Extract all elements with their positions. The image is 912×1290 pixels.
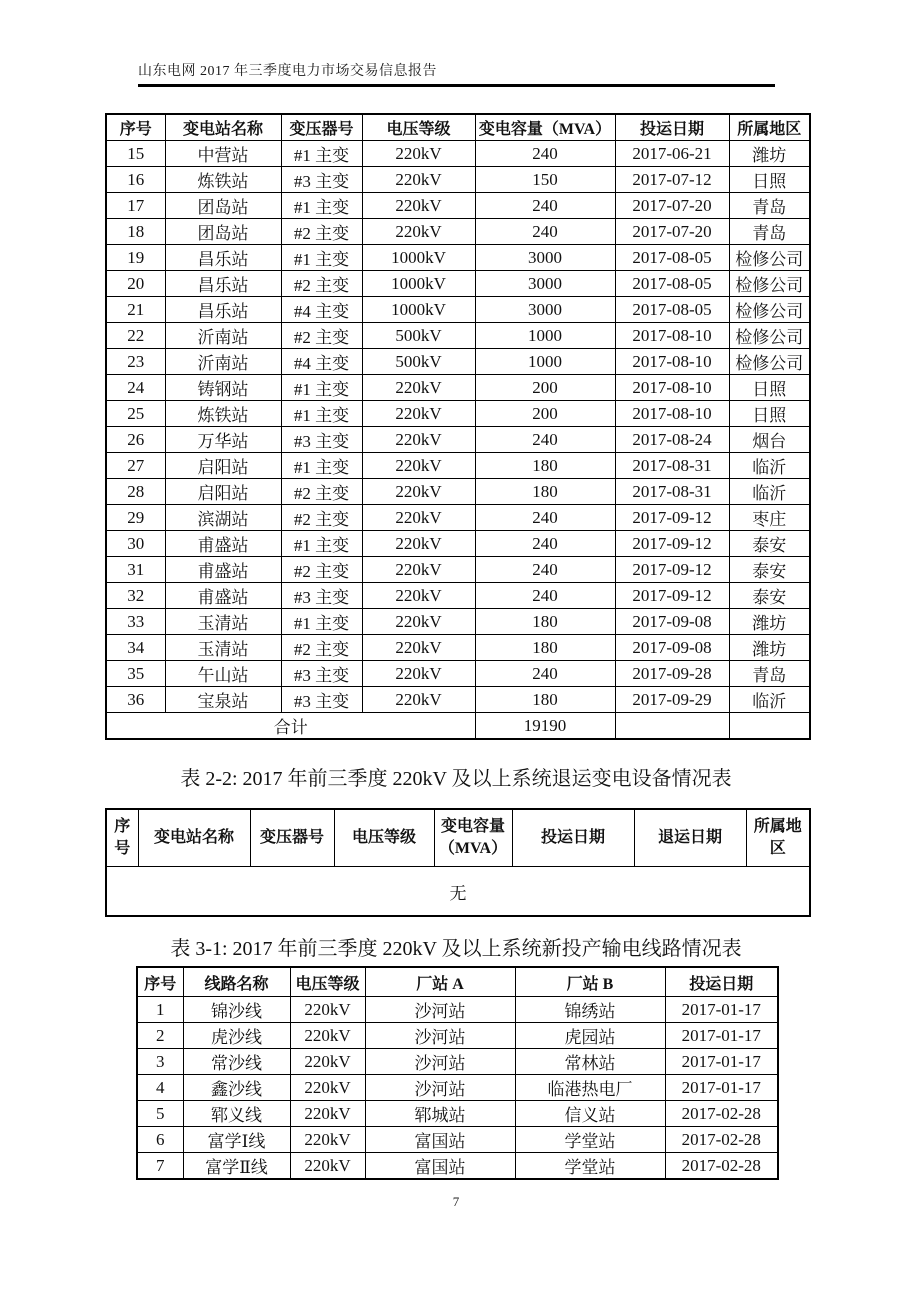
table-row bbox=[106, 219, 810, 245]
table-cell: 检修公司 bbox=[729, 349, 810, 375]
table-cell: 2017-09-29 bbox=[615, 687, 729, 713]
column-header: 厂站 A bbox=[365, 967, 515, 997]
table-cell: 临沂 bbox=[729, 453, 810, 479]
table-cell: 郓义线 bbox=[183, 1101, 290, 1127]
table-cell: 日照 bbox=[729, 401, 810, 427]
table-row bbox=[106, 661, 810, 687]
table-cell: 21 bbox=[106, 297, 165, 323]
table-cell: #3 主变 bbox=[281, 583, 362, 609]
table-cell: 郓城站 bbox=[365, 1101, 515, 1127]
table-cell: #3 主变 bbox=[281, 687, 362, 713]
table-cell: 富学Ⅱ线 bbox=[183, 1153, 290, 1180]
table-cell: 220kV bbox=[362, 505, 475, 531]
table-cell: 炼铁站 bbox=[165, 167, 281, 193]
table-row bbox=[106, 505, 810, 531]
column-header: 所属地区 bbox=[746, 809, 810, 867]
table-cell: 甫盛站 bbox=[165, 583, 281, 609]
table-row bbox=[106, 453, 810, 479]
table-cell: 180 bbox=[475, 453, 615, 479]
table-cell: 220kV bbox=[362, 557, 475, 583]
table-cell: 1 bbox=[137, 997, 183, 1023]
total-empty-cell bbox=[729, 713, 810, 740]
table-cell: 35 bbox=[106, 661, 165, 687]
table-row bbox=[106, 531, 810, 557]
table-cell: 2017-01-17 bbox=[665, 997, 778, 1023]
table-cell: 宝泉站 bbox=[165, 687, 281, 713]
table-row bbox=[106, 323, 810, 349]
table-cell: 5 bbox=[137, 1101, 183, 1127]
table-cell: 沙河站 bbox=[365, 1049, 515, 1075]
table-row bbox=[106, 245, 810, 271]
table-cell: 18 bbox=[106, 219, 165, 245]
table-cell: #2 主变 bbox=[281, 505, 362, 531]
table-row bbox=[137, 1023, 778, 1049]
table-row bbox=[137, 1153, 778, 1180]
column-header: 线路名称 bbox=[183, 967, 290, 997]
table-row bbox=[137, 1075, 778, 1101]
table-cell: 常沙线 bbox=[183, 1049, 290, 1075]
table-cell: 220kV bbox=[362, 167, 475, 193]
table-cell: 220kV bbox=[362, 531, 475, 557]
table-cell: 枣庄 bbox=[729, 505, 810, 531]
table-cell: 沙河站 bbox=[365, 1023, 515, 1049]
table-cell: 玉清站 bbox=[165, 609, 281, 635]
table-2-2-title: 表 2-2: 2017 年前三季度 220kV 及以上系统退运变电设备情况表 bbox=[180, 768, 732, 790]
table-row bbox=[137, 997, 778, 1023]
table-cell: 220kV bbox=[290, 1101, 365, 1127]
table-cell: 中营站 bbox=[165, 141, 281, 167]
table-cell: 220kV bbox=[290, 1023, 365, 1049]
table-cell: 沙河站 bbox=[365, 997, 515, 1023]
new-transformers-table-body bbox=[106, 141, 810, 713]
table-cell: 19 bbox=[106, 245, 165, 271]
table-cell: 27 bbox=[106, 453, 165, 479]
table-cell: 26 bbox=[106, 427, 165, 453]
new-transformers-table-foot bbox=[106, 713, 810, 740]
table-cell: 2017-08-31 bbox=[615, 479, 729, 505]
table-row bbox=[106, 687, 810, 713]
table-cell: 烟台 bbox=[729, 427, 810, 453]
column-header: 退运日期 bbox=[634, 809, 746, 867]
table-row bbox=[106, 193, 810, 219]
table-cell: 220kV bbox=[362, 375, 475, 401]
table-cell: 2017-08-24 bbox=[615, 427, 729, 453]
table-cell: 学堂站 bbox=[515, 1153, 665, 1180]
column-header: 投运日期 bbox=[615, 114, 729, 141]
page-header-title: 山东电网 2017 年三季度电力市场交易信息报告 bbox=[138, 64, 437, 79]
table-cell: 240 bbox=[475, 141, 615, 167]
table-cell: 15 bbox=[106, 141, 165, 167]
table-cell: 180 bbox=[475, 635, 615, 661]
table-cell: 检修公司 bbox=[729, 271, 810, 297]
total-row bbox=[106, 713, 810, 740]
table-cell: 3000 bbox=[475, 297, 615, 323]
table-cell: 团岛站 bbox=[165, 219, 281, 245]
table-cell: 1000 bbox=[475, 323, 615, 349]
table-cell: 500kV bbox=[362, 349, 475, 375]
table-cell: 日照 bbox=[729, 167, 810, 193]
table-cell: #1 主变 bbox=[281, 609, 362, 635]
table-cell: 2017-09-12 bbox=[615, 505, 729, 531]
table-cell: 鑫沙线 bbox=[183, 1075, 290, 1101]
column-header: 投运日期 bbox=[665, 967, 778, 997]
table-cell: 2017-07-12 bbox=[615, 167, 729, 193]
retired-transformers-table bbox=[105, 808, 811, 917]
table-cell: 240 bbox=[475, 557, 615, 583]
table-cell: 28 bbox=[106, 479, 165, 505]
table-row bbox=[106, 297, 810, 323]
table-cell: 2017-07-20 bbox=[615, 219, 729, 245]
table-cell: 信义站 bbox=[515, 1101, 665, 1127]
table-cell: 3000 bbox=[475, 245, 615, 271]
table-cell: 220kV bbox=[362, 427, 475, 453]
table-cell: 4 bbox=[137, 1075, 183, 1101]
column-header: 变压器号 bbox=[281, 114, 362, 141]
table-cell: 昌乐站 bbox=[165, 245, 281, 271]
column-header: 电压等级 bbox=[334, 809, 434, 867]
table-cell: 日照 bbox=[729, 375, 810, 401]
table-cell: #3 主变 bbox=[281, 167, 362, 193]
column-header: 变电站名称 bbox=[138, 809, 250, 867]
column-header: 电压等级 bbox=[290, 967, 365, 997]
table-cell: 检修公司 bbox=[729, 297, 810, 323]
table-cell: #2 主变 bbox=[281, 557, 362, 583]
table-cell: #4 主变 bbox=[281, 349, 362, 375]
table-cell: 2017-08-10 bbox=[615, 323, 729, 349]
table-cell: 2017-07-20 bbox=[615, 193, 729, 219]
table-cell: 220kV bbox=[362, 687, 475, 713]
table-cell: 220kV bbox=[362, 609, 475, 635]
column-header: 序号 bbox=[106, 809, 138, 867]
table-cell: 2017-08-10 bbox=[615, 375, 729, 401]
table-cell: 150 bbox=[475, 167, 615, 193]
new-lines-table-body bbox=[137, 997, 778, 1180]
table-row bbox=[106, 375, 810, 401]
table-cell: 30 bbox=[106, 531, 165, 557]
table-cell: 240 bbox=[475, 219, 615, 245]
table-cell: 锦沙线 bbox=[183, 997, 290, 1023]
table-cell: 240 bbox=[475, 193, 615, 219]
table-cell: 200 bbox=[475, 401, 615, 427]
total-empty-cell bbox=[615, 713, 729, 740]
table-cell: 2017-08-05 bbox=[615, 271, 729, 297]
table-cell: #2 主变 bbox=[281, 635, 362, 661]
table-cell: 200 bbox=[475, 375, 615, 401]
table-cell: 检修公司 bbox=[729, 323, 810, 349]
table-cell: 2017-08-10 bbox=[615, 401, 729, 427]
table-cell: 昌乐站 bbox=[165, 297, 281, 323]
table-cell: 1000kV bbox=[362, 271, 475, 297]
total-label-cell: 合计 bbox=[106, 713, 475, 740]
table-cell: 临沂 bbox=[729, 687, 810, 713]
table-cell: 检修公司 bbox=[729, 245, 810, 271]
table-cell: #2 主变 bbox=[281, 271, 362, 297]
table-cell: 2017-08-05 bbox=[615, 245, 729, 271]
header-underline bbox=[138, 84, 775, 87]
table-cell: 3000 bbox=[475, 271, 615, 297]
table-cell: 180 bbox=[475, 479, 615, 505]
retired-transformers-table-body bbox=[106, 867, 810, 917]
table-cell: 500kV bbox=[362, 323, 475, 349]
table-cell: 虎沙线 bbox=[183, 1023, 290, 1049]
table-cell: 常林站 bbox=[515, 1049, 665, 1075]
table-cell: 2017-01-17 bbox=[665, 1075, 778, 1101]
table-cell: 1000 bbox=[475, 349, 615, 375]
table-cell: 34 bbox=[106, 635, 165, 661]
table-cell: 学堂站 bbox=[515, 1127, 665, 1153]
table-cell: 午山站 bbox=[165, 661, 281, 687]
table-cell: 33 bbox=[106, 609, 165, 635]
table-cell: 富国站 bbox=[365, 1127, 515, 1153]
table-cell: 240 bbox=[475, 531, 615, 557]
table-cell: 22 bbox=[106, 323, 165, 349]
table-cell: 潍坊 bbox=[729, 609, 810, 635]
table-cell: 220kV bbox=[362, 583, 475, 609]
table-cell: 沂南站 bbox=[165, 323, 281, 349]
table-cell: 2017-08-10 bbox=[615, 349, 729, 375]
table-cell: 20 bbox=[106, 271, 165, 297]
table-cell: #1 主变 bbox=[281, 531, 362, 557]
table-row bbox=[106, 141, 810, 167]
table-cell: #1 主变 bbox=[281, 401, 362, 427]
table-cell: 1000kV bbox=[362, 245, 475, 271]
column-header: 所属地区 bbox=[729, 114, 810, 141]
table-cell: 23 bbox=[106, 349, 165, 375]
table-cell: 2017-09-12 bbox=[615, 531, 729, 557]
new-lines-table-head bbox=[137, 967, 778, 997]
table-cell: 240 bbox=[475, 661, 615, 687]
table-cell: 2017-09-08 bbox=[615, 609, 729, 635]
table-cell: 甫盛站 bbox=[165, 531, 281, 557]
table-cell: 2017-06-21 bbox=[615, 141, 729, 167]
table-cell: 万华站 bbox=[165, 427, 281, 453]
column-header: 序号 bbox=[137, 967, 183, 997]
table-cell: 16 bbox=[106, 167, 165, 193]
table-cell: 240 bbox=[475, 427, 615, 453]
table-cell: 沙河站 bbox=[365, 1075, 515, 1101]
table-cell: 昌乐站 bbox=[165, 271, 281, 297]
table-cell: 220kV bbox=[290, 1049, 365, 1075]
table-row bbox=[106, 635, 810, 661]
table-cell: 1000kV bbox=[362, 297, 475, 323]
table-row bbox=[106, 427, 810, 453]
table-cell: 铸钢站 bbox=[165, 375, 281, 401]
table-cell: 虎园站 bbox=[515, 1023, 665, 1049]
table-cell: 甫盛站 bbox=[165, 557, 281, 583]
table-cell: 泰安 bbox=[729, 583, 810, 609]
table-cell: 临港热电厂 bbox=[515, 1075, 665, 1101]
table-cell: 7 bbox=[137, 1153, 183, 1180]
table-cell: 2017-09-12 bbox=[615, 557, 729, 583]
table-cell: 25 bbox=[106, 401, 165, 427]
table-row bbox=[137, 1049, 778, 1075]
empty-row bbox=[106, 867, 810, 917]
new-transformers-table bbox=[105, 113, 811, 740]
table-cell: 2017-02-28 bbox=[665, 1153, 778, 1180]
none-cell: 无 bbox=[106, 867, 810, 917]
column-header: 变压器号 bbox=[250, 809, 334, 867]
table-row bbox=[106, 479, 810, 505]
table-cell: 启阳站 bbox=[165, 479, 281, 505]
table-row bbox=[106, 609, 810, 635]
table-cell: 2017-09-28 bbox=[615, 661, 729, 687]
column-header: 变电站名称 bbox=[165, 114, 281, 141]
table-cell: #1 主变 bbox=[281, 141, 362, 167]
table-cell: 24 bbox=[106, 375, 165, 401]
table-cell: 180 bbox=[475, 687, 615, 713]
table-3-1-title: 表 3-1: 2017 年前三季度 220kV 及以上系统新投产输电线路情况表 bbox=[170, 938, 742, 960]
table-cell: #2 主变 bbox=[281, 323, 362, 349]
table-cell: 220kV bbox=[362, 453, 475, 479]
table-cell: #1 主变 bbox=[281, 453, 362, 479]
table-cell: 3 bbox=[137, 1049, 183, 1075]
table-cell: 2017-01-17 bbox=[665, 1049, 778, 1075]
new-transformers-table-head bbox=[106, 114, 810, 141]
page-number: 7 bbox=[452, 1194, 460, 1209]
table-cell: 31 bbox=[106, 557, 165, 583]
table-cell: 17 bbox=[106, 193, 165, 219]
table-cell: 青岛 bbox=[729, 193, 810, 219]
table-cell: 220kV bbox=[290, 1127, 365, 1153]
table-cell: 启阳站 bbox=[165, 453, 281, 479]
column-header: 变电容量（MVA） bbox=[475, 114, 615, 141]
table-cell: 2 bbox=[137, 1023, 183, 1049]
table-cell: 2017-09-12 bbox=[615, 583, 729, 609]
table-cell: 220kV bbox=[362, 661, 475, 687]
table-cell: 富国站 bbox=[365, 1153, 515, 1180]
table-cell: 泰安 bbox=[729, 557, 810, 583]
table-cell: 2017-08-31 bbox=[615, 453, 729, 479]
table-cell: 滨湖站 bbox=[165, 505, 281, 531]
table-cell: #2 主变 bbox=[281, 219, 362, 245]
table-cell: 临沂 bbox=[729, 479, 810, 505]
table-cell: 潍坊 bbox=[729, 635, 810, 661]
total-capacity-cell: 19190 bbox=[475, 713, 615, 740]
new-lines-table bbox=[136, 966, 779, 1180]
table-cell: 锦绣站 bbox=[515, 997, 665, 1023]
column-header: 电压等级 bbox=[362, 114, 475, 141]
table-cell: 32 bbox=[106, 583, 165, 609]
table-cell: 220kV bbox=[290, 997, 365, 1023]
table-cell: 36 bbox=[106, 687, 165, 713]
table-cell: 220kV bbox=[362, 479, 475, 505]
table-cell: 220kV bbox=[362, 141, 475, 167]
table-cell: 180 bbox=[475, 609, 615, 635]
table-cell: 240 bbox=[475, 505, 615, 531]
table-cell: 220kV bbox=[362, 193, 475, 219]
table-cell: 220kV bbox=[362, 635, 475, 661]
table-cell: #3 主变 bbox=[281, 427, 362, 453]
header-row bbox=[106, 114, 810, 141]
table-cell: 2017-09-08 bbox=[615, 635, 729, 661]
table-row bbox=[137, 1127, 778, 1153]
table-cell: 240 bbox=[475, 583, 615, 609]
table-cell: 2017-02-28 bbox=[665, 1127, 778, 1153]
table-cell: #1 主变 bbox=[281, 375, 362, 401]
table-cell: 220kV bbox=[362, 401, 475, 427]
table-cell: 2017-01-17 bbox=[665, 1023, 778, 1049]
table-cell: #4 主变 bbox=[281, 297, 362, 323]
table-cell: 富学Ⅰ线 bbox=[183, 1127, 290, 1153]
table-cell: 青岛 bbox=[729, 661, 810, 687]
table-row bbox=[106, 583, 810, 609]
table-cell: 泰安 bbox=[729, 531, 810, 557]
table-cell: #2 主变 bbox=[281, 479, 362, 505]
table-cell: 炼铁站 bbox=[165, 401, 281, 427]
table-cell: 220kV bbox=[362, 219, 475, 245]
column-header: 变电容量（MVA） bbox=[434, 809, 512, 867]
column-header: 厂站 B bbox=[515, 967, 665, 997]
table-row bbox=[106, 349, 810, 375]
table-cell: 2017-02-28 bbox=[665, 1101, 778, 1127]
table-row bbox=[137, 1101, 778, 1127]
table-row bbox=[106, 271, 810, 297]
retired-transformers-table-head bbox=[106, 809, 810, 867]
table-row bbox=[106, 167, 810, 193]
header-row bbox=[137, 967, 778, 997]
table-cell: 6 bbox=[137, 1127, 183, 1153]
table-cell: #1 主变 bbox=[281, 193, 362, 219]
table-cell: 潍坊 bbox=[729, 141, 810, 167]
table-cell: 青岛 bbox=[729, 219, 810, 245]
table-cell: 沂南站 bbox=[165, 349, 281, 375]
table-cell: 团岛站 bbox=[165, 193, 281, 219]
column-header: 序号 bbox=[106, 114, 165, 141]
table-cell: 玉清站 bbox=[165, 635, 281, 661]
table-cell: 29 bbox=[106, 505, 165, 531]
table-row bbox=[106, 557, 810, 583]
table-cell: 2017-08-05 bbox=[615, 297, 729, 323]
table-cell: #3 主变 bbox=[281, 661, 362, 687]
header-row bbox=[106, 809, 810, 867]
table-cell: #1 主变 bbox=[281, 245, 362, 271]
table-cell: 220kV bbox=[290, 1075, 365, 1101]
table-row bbox=[106, 401, 810, 427]
table-cell: 220kV bbox=[290, 1153, 365, 1180]
column-header: 投运日期 bbox=[512, 809, 634, 867]
